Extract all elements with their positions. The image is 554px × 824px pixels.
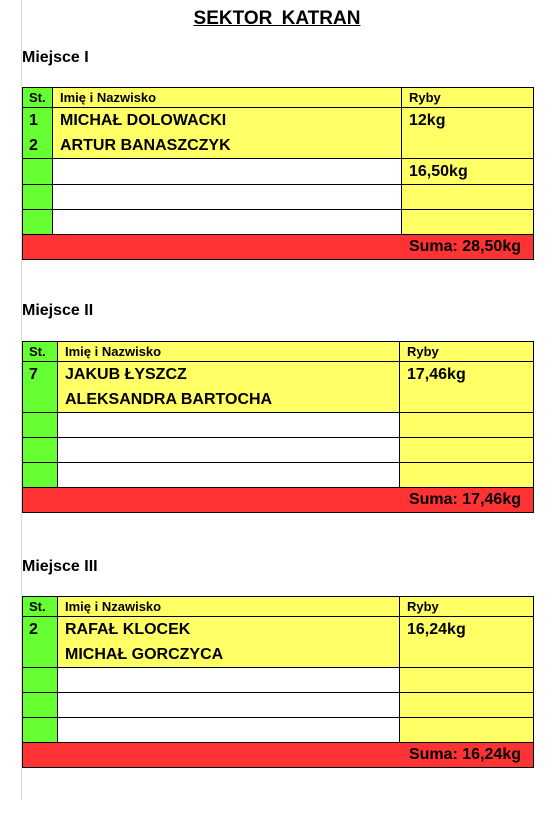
- names-cell: [58, 463, 400, 488]
- section-label-miejsce-3: Miejsce III: [22, 558, 98, 575]
- station-cell: [23, 668, 58, 693]
- table-header-row: [23, 88, 534, 108]
- names-cell: [58, 438, 400, 463]
- fish-weight: 17,46kg: [400, 362, 534, 413]
- table-row: [23, 210, 534, 235]
- station-cell: [23, 718, 58, 743]
- sum-total: Suma: 16,24kg: [23, 743, 534, 768]
- station-cell: [23, 362, 58, 413]
- names-cell: [58, 693, 400, 718]
- names-cell: [58, 413, 400, 438]
- header-name: Imię i Nzawisko: [58, 597, 400, 617]
- competitor-name: MICHAŁ DOLOWACKI: [60, 112, 227, 129]
- header-fish: Ryby: [400, 597, 534, 617]
- table-row: [23, 668, 534, 693]
- station-number: 2: [29, 137, 38, 154]
- names-cell: [58, 718, 400, 743]
- sum-row: [23, 488, 534, 513]
- table-row: [23, 108, 534, 159]
- header-st: St.: [23, 342, 58, 362]
- results-table-miejsce-1: [22, 87, 534, 260]
- names-cell: [58, 668, 400, 693]
- names-cell: [53, 185, 402, 210]
- header-fish: Ryby: [400, 342, 534, 362]
- station-cell: [23, 463, 58, 488]
- table-row: [23, 463, 534, 488]
- fish-weight: [400, 438, 534, 463]
- station-cell: [23, 693, 58, 718]
- table-header-row: [23, 342, 534, 362]
- station-cell: [23, 210, 53, 235]
- fish-weight: [400, 413, 534, 438]
- fish-weight: [400, 668, 534, 693]
- names-cell: [58, 617, 400, 668]
- results-table-miejsce-2: [22, 341, 534, 513]
- fish-weight: 16,24kg: [400, 617, 534, 668]
- table-row: [23, 617, 534, 668]
- station-number: 7: [29, 366, 38, 383]
- sum-row: [23, 743, 534, 768]
- sum-total: Suma: 17,46kg: [23, 488, 534, 513]
- header-fish: Ryby: [402, 88, 534, 108]
- fish-weight: [402, 210, 534, 235]
- results-table-miejsce-3: [22, 596, 534, 768]
- competitor-name: RAFAŁ KLOCEK: [65, 621, 191, 638]
- names-cell: [58, 362, 400, 413]
- competitor-name: MICHAŁ GORCZYCA: [65, 646, 224, 663]
- fish-weight: [400, 693, 534, 718]
- header-name: Imię i Nazwisko: [53, 88, 402, 108]
- station-cell: [23, 438, 58, 463]
- header-st: St.: [23, 597, 58, 617]
- station-cell: [23, 185, 53, 210]
- names-cell: [53, 159, 402, 185]
- section-label-miejsce-1: Miejsce I: [22, 49, 89, 66]
- sum-total: Suma: 28,50kg: [23, 235, 534, 260]
- station-number: 2: [29, 621, 38, 638]
- table-header-row: [23, 597, 534, 617]
- section-label-miejsce-2: Miejsce II: [22, 302, 94, 319]
- station-cell: [23, 413, 58, 438]
- sum-row: [23, 235, 534, 260]
- table-row: [23, 185, 534, 210]
- table-row: [23, 693, 534, 718]
- fish-weight: 16,50kg: [402, 159, 534, 185]
- fish-weight: 12kg: [402, 108, 534, 159]
- table-row: [23, 413, 534, 438]
- station-cell: [23, 108, 53, 159]
- document-title: SEKTOR KATRAN: [193, 8, 361, 29]
- table-row: [23, 362, 534, 413]
- fish-weight: [400, 463, 534, 488]
- competitor-name: JAKUB ŁYSZCZ: [65, 366, 187, 383]
- header-name: Imię i Nazwisko: [58, 342, 400, 362]
- header-st: St.: [23, 88, 53, 108]
- table-row: [23, 159, 534, 185]
- names-cell: [53, 108, 402, 159]
- fish-weight: [402, 185, 534, 210]
- table-row: [23, 438, 534, 463]
- station-cell: [23, 159, 53, 185]
- names-cell: [53, 210, 402, 235]
- station-cell: [23, 617, 58, 668]
- table-row: [23, 718, 534, 743]
- fish-weight: [400, 718, 534, 743]
- competitor-name: ALEKSANDRA BARTOCHA: [65, 391, 273, 408]
- station-number: 1: [29, 112, 38, 129]
- competitor-name: ARTUR BANASZCZYK: [60, 137, 231, 154]
